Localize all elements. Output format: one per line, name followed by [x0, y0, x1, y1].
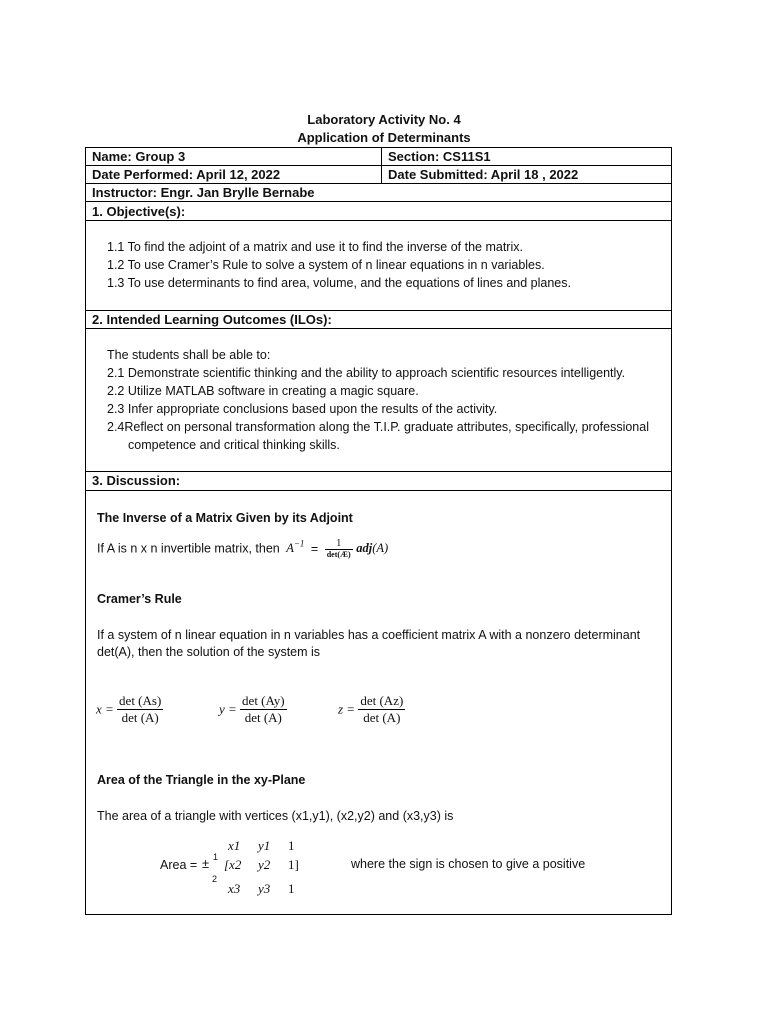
row-divider	[85, 328, 672, 329]
cramer-text-line2: det(A), then the solution of the system is	[97, 645, 321, 659]
matrix-cell: x1	[228, 838, 241, 853]
inverse-formula	[97, 538, 388, 572]
inverse-sup: −1	[293, 538, 305, 549]
inverse-text: If A is n x n invertible matrix, then	[97, 541, 280, 556]
area-label: Area =	[160, 858, 198, 872]
ilos-intro: The students shall be able to:	[107, 348, 271, 362]
cramer-z-formula	[338, 693, 405, 726]
objective-item: 1.2 To use Cramer’s Rule to solve a system of n linear equations in n variables.	[107, 258, 545, 272]
inverse-title: The Inverse of a Matrix Given by its Adjoint	[97, 511, 353, 525]
area-pm: ±	[202, 856, 210, 871]
matrix-cell: x3	[228, 881, 241, 896]
matrix-cell: y3	[258, 881, 271, 896]
document-title: Laboratory Activity No. 4	[307, 112, 461, 127]
area-frac-num: 1	[213, 852, 219, 862]
ilo-item: competence and critical thinking skills.	[128, 438, 340, 452]
matrix-cell: 1]	[288, 857, 299, 872]
row-divider	[85, 165, 672, 166]
instructor-field: Instructor: Engr. Jan Brylle Bernabe	[92, 185, 315, 200]
inverse-adj: adj	[356, 541, 373, 555]
ilo-item: 2.3 Infer appropriate conclusions based upon the results of the activity.	[107, 402, 498, 416]
objective-item: 1.1 To find the adjoint of a matrix and use it to find the inverse of the matrix.	[107, 240, 523, 254]
row-divider	[85, 201, 672, 202]
cramer-z-num: det (Az)	[360, 693, 404, 708]
row-divider	[85, 490, 672, 491]
cramer-y-num: det (Ay)	[242, 693, 285, 708]
inverse-eq: =	[310, 541, 319, 556]
date-performed-field: Date Performed: April 12, 2022	[92, 167, 281, 182]
matrix-cell: [x2	[224, 857, 242, 872]
cramer-x-num: det (As)	[119, 693, 162, 708]
ilo-item: 2.4Reflect on personal transformation along the T.I.P. graduate attributes, specifically, professional	[107, 420, 649, 434]
area-title: Area of the Triangle in the xy-Plane	[97, 773, 306, 787]
cramer-x-den: det (A)	[121, 710, 159, 725]
section-field: Section: CS11S1	[388, 149, 491, 164]
cramer-y-den: det (A)	[244, 710, 282, 725]
matrix-cell: 1	[288, 838, 295, 853]
row-divider	[85, 183, 672, 184]
cramer-z-den: det (A)	[363, 710, 401, 725]
cramer-title: Cramer’s Rule	[97, 592, 182, 606]
cramer-text-line1: If a system of n linear equation in n variables has a coefficient matrix A with a nonzero determinant	[97, 628, 641, 642]
matrix-cell: y1	[258, 838, 271, 853]
name-field: Name: Group 3	[92, 149, 186, 164]
objectives-heading: 1. Objective(s):	[92, 204, 186, 219]
inverse-lhs: A	[286, 541, 294, 555]
ilos-heading: 2. Intended Learning Outcomes (ILOs):	[92, 312, 332, 327]
inverse-arg: (A)	[372, 541, 389, 555]
row-divider	[85, 220, 672, 221]
discussion-heading: 3. Discussion:	[92, 473, 181, 488]
row-divider	[85, 310, 672, 311]
cramer-y-formula	[219, 693, 287, 726]
document-subtitle: Application of Determinants	[297, 130, 471, 145]
cramer-x-formula	[96, 693, 163, 726]
column-divider	[381, 147, 382, 183]
cramer-y-var: y =	[219, 701, 237, 717]
objective-item: 1.3 To use determinants to find area, volume, and the equations of lines and planes.	[107, 276, 571, 290]
area-frac-den: 2	[212, 874, 218, 884]
area-text: The area of a triangle with vertices (x1,y1), (x2,y2) and (x3,y3) is	[97, 809, 454, 823]
ilo-item: 2.2 Utilize MATLAB software in creating a magic square.	[107, 384, 419, 398]
matrix-cell: 1	[288, 881, 295, 896]
inverse-denominator: det(Æ)	[326, 550, 351, 559]
ilo-item: 2.1 Demonstrate scientific thinking and the ability to approach scientific resources intelligently.	[107, 366, 626, 380]
area-note: where the sign is chosen to give a positive	[351, 857, 586, 871]
row-divider	[85, 471, 672, 472]
inverse-numerator: 1	[325, 538, 353, 550]
cramer-x-var: x =	[96, 701, 114, 717]
date-submitted-field: Date Submitted: April 18 , 2022	[388, 167, 579, 182]
cramer-z-var: z =	[338, 701, 356, 717]
matrix-cell: y2	[258, 857, 271, 872]
